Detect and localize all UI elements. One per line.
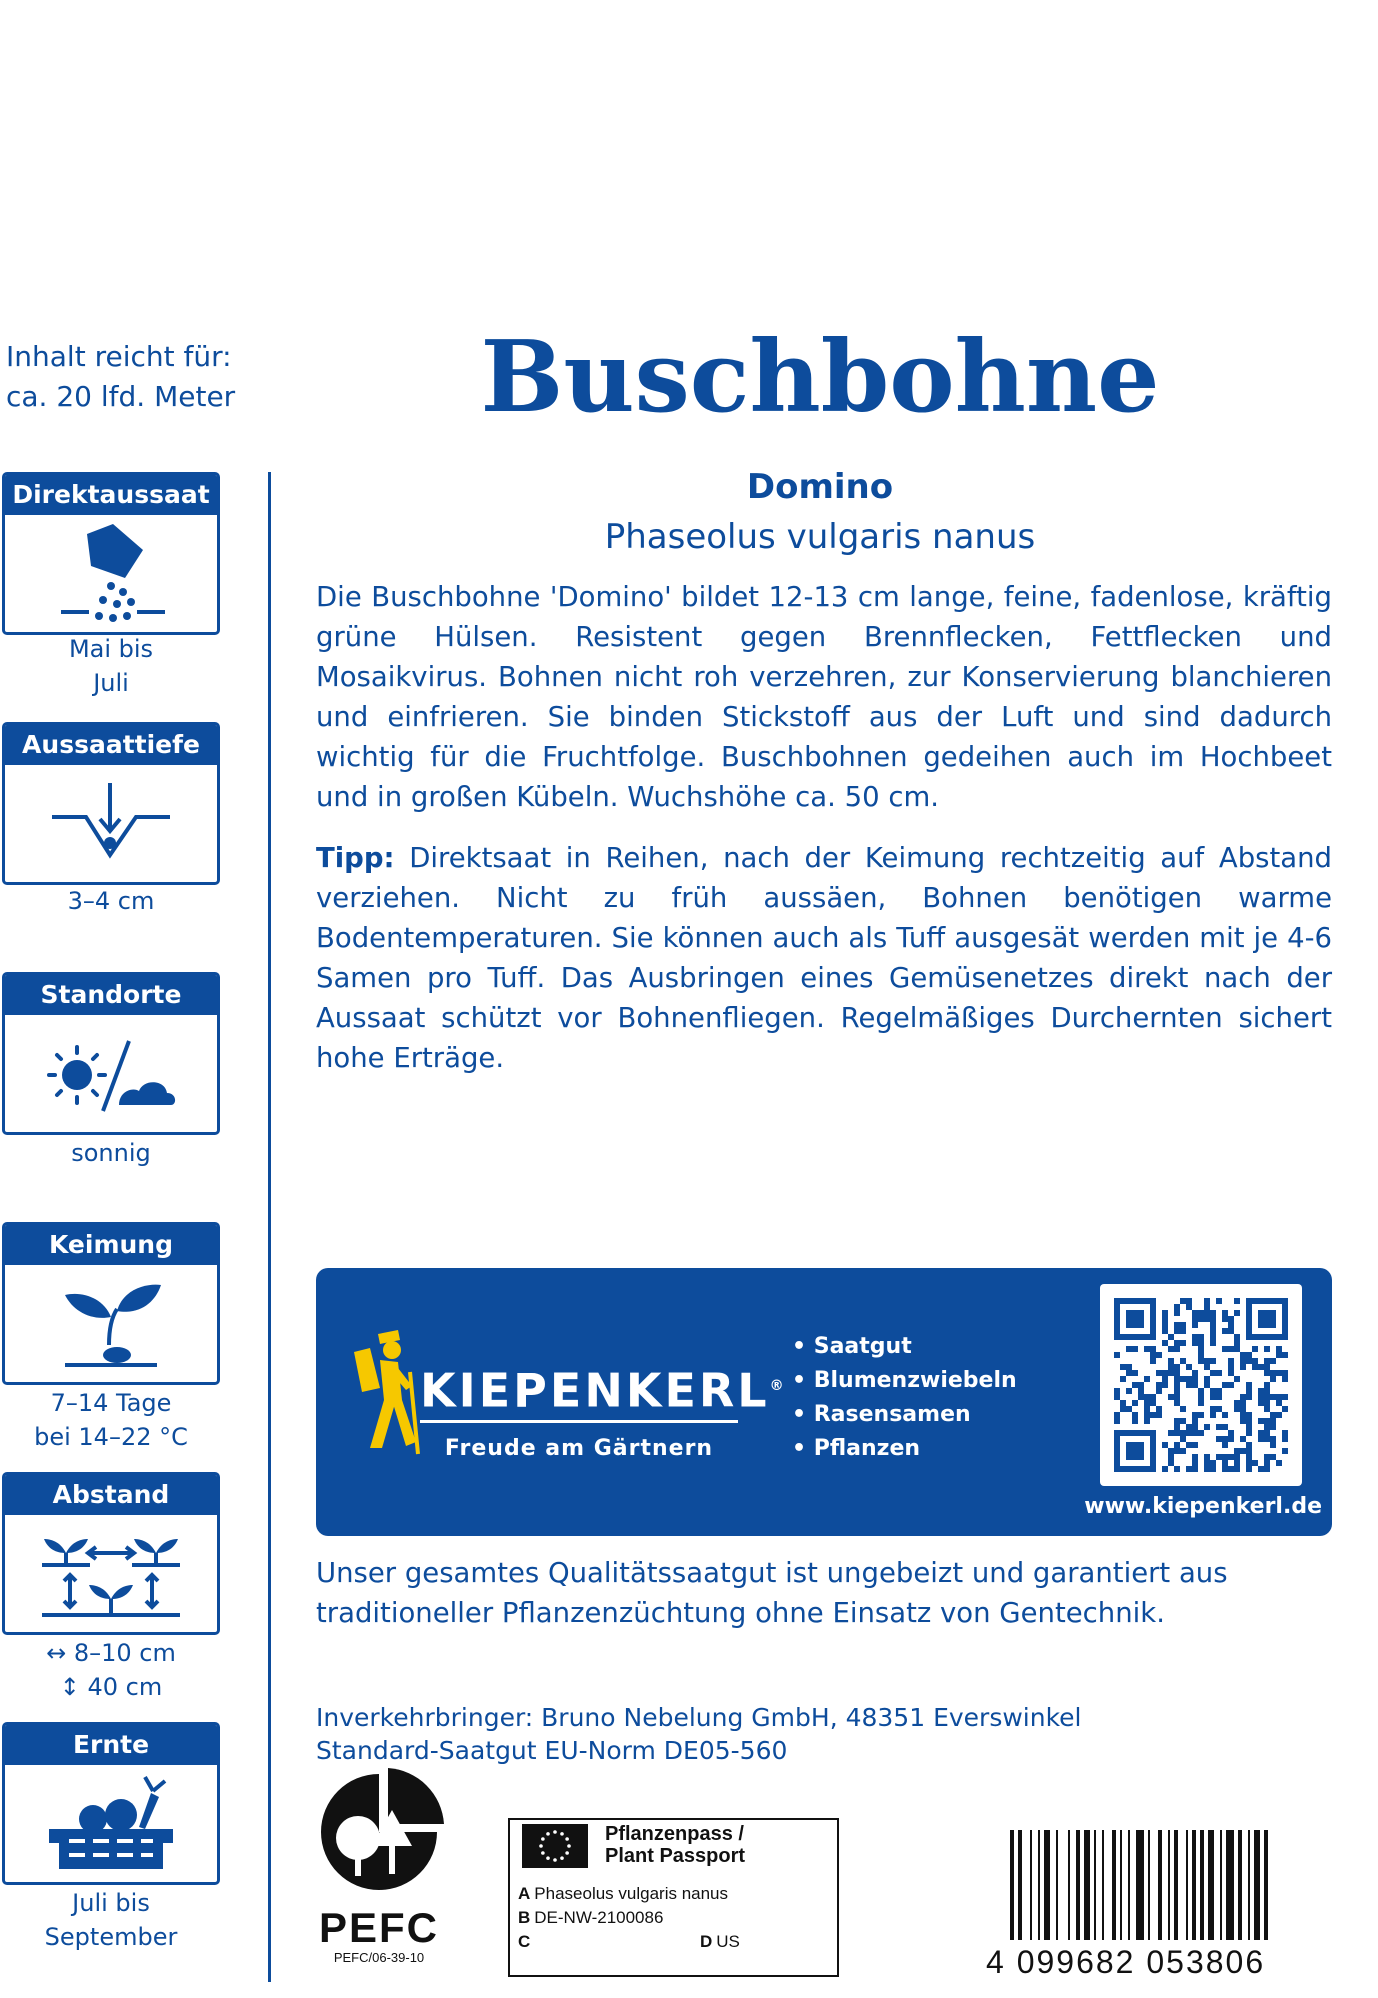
section-caption: ↔ 8–10 cm ↕ 40 cm: [46, 1639, 176, 1701]
product-range-list: [792, 1330, 1017, 1466]
sowing-depth-icon: [5, 767, 217, 882]
passport-row-c: C: [518, 1932, 531, 1951]
hiker-logo-icon: [340, 1328, 422, 1456]
tip-label: Tipp:: [316, 842, 395, 874]
list-item: • Blumenzwiebeln: [792, 1364, 1017, 1398]
variety-name: Domino: [746, 467, 894, 507]
brand-underline: [420, 1420, 738, 1423]
latin-name: Phaseolus vulgaris nanus: [604, 517, 1036, 557]
section-caption: 7–14 Tage bei 14–22 °C: [34, 1389, 188, 1451]
harvest-crate-icon: [5, 1767, 217, 1882]
section-caption: 3–4 cm: [67, 887, 155, 915]
section-keimung: [2, 1222, 220, 1385]
brand-name: KIEPENKERL®: [420, 1363, 787, 1418]
section-caption: sonnig: [71, 1139, 151, 1167]
section-caption: Juli bis September: [44, 1889, 178, 1951]
section-abstand: [2, 1472, 220, 1635]
seedling-icon: [5, 1267, 217, 1382]
tip: [316, 838, 1332, 1078]
distributor-line: Inverkehrbringer: Bruno Nebelung GmbH, 48351 Everswinkel: [316, 1703, 1082, 1732]
website-link[interactable]: www.kiepenkerl.de: [1084, 1494, 1322, 1519]
pefc-code: PEFC/06-39-10: [333, 1950, 425, 1965]
barcode: [1010, 1830, 1310, 1940]
list-item: • Saatgut: [792, 1330, 1017, 1364]
product-title: Buschbohne: [480, 320, 1160, 435]
distributor-info: [316, 1701, 1082, 1767]
section-aussaattiefe: [2, 722, 220, 885]
section-ernte: [2, 1722, 220, 1885]
section-label: Aussaattiefe: [5, 725, 217, 765]
plant-passport-title: Pflanzenpass / Plant Passport: [605, 1823, 746, 1867]
section-label: Standorte: [5, 975, 217, 1015]
section-label: Keimung: [5, 1225, 217, 1265]
passport-row-a: A Phaseolus vulgaris nanus: [518, 1884, 729, 1903]
tip-text: Direktsaat in Reihen, nach der Keimung rechtzeitig auf Abstand verziehen. Nicht zu früh aussäen, Bohnen benötigen warme Bodentemperaturen. Sie können auch als Tuff ausgesät werden mit je 4-6 Samen pro Tuff. Das Ausbringen eines Gemüsenetzes direkt nach der Aussaat schützt vor Bohnenfliegen. Regelmäßiges Durchernten sichert hohe Erträge.: [316, 842, 1332, 1074]
section-label: Direktaussaat: [5, 475, 217, 515]
section-label: Abstand: [5, 1475, 217, 1515]
registered-mark: ®: [769, 1378, 787, 1394]
section-standorte: [2, 972, 220, 1135]
list-item: • Rasensamen: [792, 1398, 1017, 1432]
list-item: • Pflanzen: [792, 1432, 1017, 1466]
pefc-logo-icon: [312, 1766, 446, 1952]
section-label: Ernte: [5, 1725, 217, 1765]
passport-row-b: B DE-NW-2100086: [518, 1908, 664, 1927]
coverage-value: ca. 20 lfd. Meter: [6, 380, 236, 413]
coverage-info: [6, 337, 235, 417]
spacing-icon: [5, 1517, 217, 1632]
seed-bag-icon: [5, 517, 217, 632]
sun-cloud-icon: [5, 1017, 217, 1132]
description: Die Buschbohne 'Domino' bildet 12-13 cm lange, feine, fadenlose, kräftig grüne Hülsen. Resistent gegen Brennflecken, Fettflecken und Mosaikvirus. Bohnen nicht roh verzehren, zur Konservierung blanchieren und einfrieren. Sie binden Stickstoff aus der Luft und sind dadurch wichtig für die Fruchtfolge. Buschbohnen gedeihen auch im Hochbeet und in großen Kübeln. Wuchshöhe ca. 50 cm.: [316, 581, 1332, 813]
column-divider: [268, 472, 271, 1982]
section-caption: Mai bis Juli: [68, 635, 154, 697]
pefc-text: PEFC: [318, 1904, 440, 1951]
standard-line: Standard-Saatgut EU-Norm DE05-560: [316, 1736, 788, 1765]
quality-statement: Unser gesamtes Qualitätssaatgut ist ungebeizt und garantiert aus traditioneller Pflanzenzüchtung ohne Einsatz von Gentechnik.: [316, 1557, 1228, 1629]
passport-row-d: D US: [700, 1932, 740, 1951]
brand-slogan: Freude am Gärtnern: [444, 1436, 714, 1461]
eu-flag-icon: [522, 1824, 588, 1868]
coverage-label: Inhalt reicht für:: [6, 340, 232, 373]
qr-code[interactable]: [1100, 1284, 1302, 1486]
section-direktaussaat: [2, 472, 220, 635]
barcode-number: 4 099682 053806: [986, 1944, 1266, 1980]
